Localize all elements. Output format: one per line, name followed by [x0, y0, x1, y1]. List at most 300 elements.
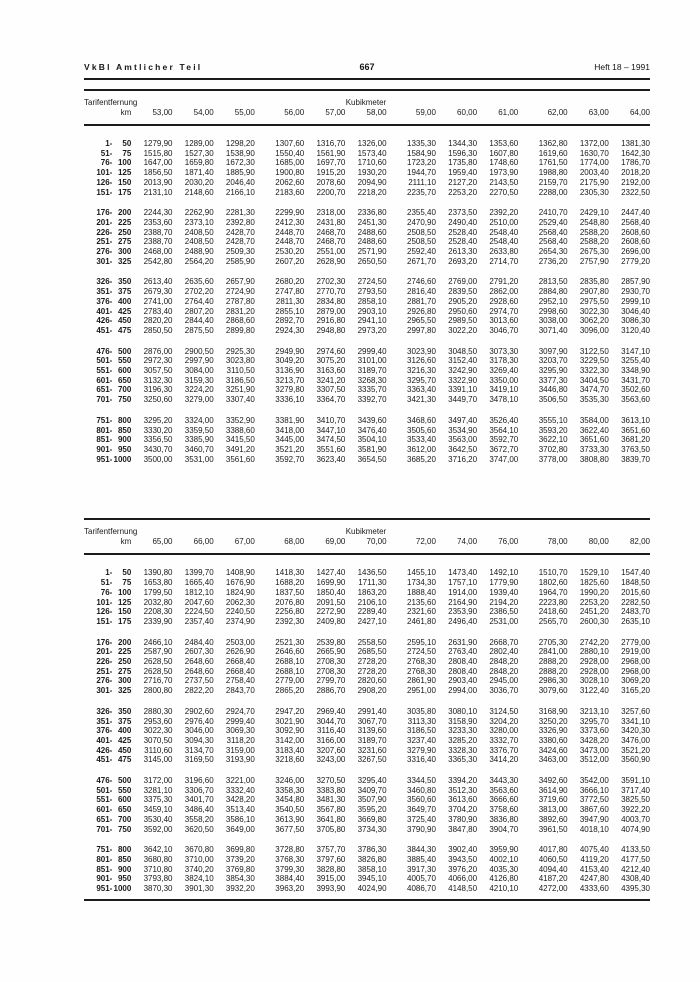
fare-cell: 2208,30: [143, 607, 173, 617]
fare-cell: 1863,20: [357, 587, 387, 597]
km-range-from: 101-: [96, 597, 113, 607]
fare-cell: 3126,60: [407, 356, 436, 366]
fare-cell: 3839,70: [621, 454, 650, 464]
table-header-row-labels: [84, 519, 650, 537]
fare-cell: 3932,20: [225, 884, 255, 894]
km-range: [84, 366, 131, 376]
fare-cell: 1685,00: [275, 158, 305, 168]
fare-cell: 3350,00: [489, 375, 519, 385]
km-range-to: 50: [122, 139, 132, 148]
fare-cell: 2708,30: [316, 666, 346, 676]
km-range: [84, 825, 131, 835]
fare-cell: 3295,90: [538, 366, 568, 376]
fare-cell: 2568,40: [621, 217, 650, 227]
fare-cell: 3165,20: [621, 686, 650, 696]
km-range-from: 1-: [105, 139, 113, 148]
fare-cell: 3377,30: [538, 375, 568, 385]
fare-cell: 1289,00: [184, 139, 214, 148]
table-row: [84, 218, 650, 228]
fare-cell: 3152,40: [448, 356, 478, 366]
fare-cell: 2747,80: [275, 287, 305, 297]
table-row: [84, 795, 650, 805]
fare-cell: 3512,30: [448, 785, 478, 795]
fare-cell: 2355,40: [407, 208, 436, 218]
fare-cell: 3341,10: [621, 716, 650, 726]
tariff-tables-container: [84, 89, 650, 901]
fare-cell: 2808,40: [448, 666, 478, 676]
km-range: [84, 208, 131, 218]
fare-cell: 2802,40: [489, 647, 519, 657]
km-range: [84, 795, 131, 805]
fare-cell: 2431,80: [316, 217, 346, 227]
fare-cell: 4094,40: [538, 864, 568, 874]
fare-cell: 3168,90: [538, 706, 568, 716]
fare-cell: 2975,50: [579, 296, 609, 306]
fare-cell: 3139,60: [357, 726, 387, 736]
fare-cell: 3383,80: [316, 785, 346, 795]
fare-cell: 2282,50: [621, 597, 650, 607]
fare-cell: 3084,00: [184, 366, 214, 376]
fare-cell: 2164,90: [448, 597, 478, 607]
fare-cell: 3363,40: [407, 385, 436, 395]
fare-cell: 3257,60: [621, 706, 650, 716]
fare-cell: 3844,30: [407, 845, 436, 855]
fare-cell: 1510,70: [538, 568, 568, 578]
fare-cell: 1596,30: [448, 148, 478, 158]
fare-cell: 2388,70: [143, 227, 173, 237]
fare-cell: 1915,20: [316, 168, 346, 178]
fare-cell: 2509,30: [225, 247, 255, 257]
fare-cell: 2779,20: [621, 256, 650, 266]
table-row: [84, 568, 650, 578]
fare-cell: 2542,80: [143, 256, 173, 266]
km-range-to: 850: [117, 425, 132, 435]
fare-cell: 2668,40: [225, 666, 255, 676]
fare-cell: 1944,70: [407, 168, 436, 178]
fare-cell: 2742,20: [579, 637, 609, 647]
fare-cell: 3993,90: [316, 884, 346, 894]
fare-cell: 4212,40: [621, 864, 650, 874]
fare-cell: 3048,50: [448, 346, 478, 356]
fare-cell: 2862,00: [489, 287, 519, 297]
fare-cell: 2127,20: [448, 177, 478, 187]
fare-cell: 3642,10: [143, 845, 173, 855]
fare-cell: 1856,50: [143, 168, 173, 178]
km-range-to: 400: [117, 726, 132, 736]
km-range-to: 425: [117, 735, 132, 745]
fare-cell: 1824,90: [225, 587, 255, 597]
fare-cell: 2018,20: [621, 168, 650, 178]
fare-cell: 3702,80: [538, 444, 568, 454]
fare-cell: 2861,90: [407, 676, 436, 686]
table-row: [84, 139, 650, 149]
km-range: [84, 455, 131, 465]
fare-cell: 3445,00: [275, 435, 305, 445]
fare-cell: 3558,20: [184, 814, 214, 824]
fare-cell: 2429,10: [579, 208, 609, 218]
fare-cell: 1914,00: [448, 587, 478, 597]
fare-cell: 2928,00: [579, 666, 609, 676]
group-separator: [84, 627, 650, 638]
table-row: [84, 825, 650, 835]
fare-cell: 2650,50: [357, 256, 387, 266]
fare-cell: 2925,30: [225, 346, 255, 356]
fare-cell: 3491,20: [225, 444, 255, 454]
fare-cell: 3581,90: [357, 444, 387, 454]
fare-cell: 2094,90: [357, 177, 387, 187]
km-range-to: 850: [117, 854, 132, 864]
fare-cell: 1988,80: [538, 168, 568, 178]
fare-cell: 3231,60: [357, 745, 387, 755]
table-row: [84, 736, 650, 746]
km-range-from: 351-: [96, 287, 113, 297]
fare-cell: 2270,50: [489, 187, 519, 197]
fare-cell: 1298,20: [225, 139, 255, 148]
fare-cell: 3328,30: [448, 745, 478, 755]
fare-cell: 2951,00: [407, 686, 436, 696]
fare-cell: 3281,10: [143, 785, 173, 795]
km-range-from: 851-: [96, 864, 113, 874]
fare-cell: 1885,90: [225, 168, 255, 178]
fare-cell: 3649,00: [225, 824, 255, 834]
km-range-from: 601-: [96, 805, 113, 815]
fare-cell: 3563,60: [621, 395, 650, 405]
fare-cell: 3719,60: [538, 795, 568, 805]
header-rule: [84, 78, 650, 80]
km-range: [84, 755, 131, 765]
fare-cell: 3352,90: [225, 415, 255, 425]
km-range-to: 425: [117, 306, 132, 316]
fare-cell: 2253,20: [448, 187, 478, 197]
fare-cell: 2989,50: [448, 316, 478, 326]
table-row: [84, 884, 650, 894]
distance-label: Tarifentfernung: [84, 527, 138, 537]
fare-cell: 2392,30: [275, 616, 305, 626]
fare-cell: 3356,50: [143, 435, 173, 445]
km-range-from: 701-: [96, 395, 113, 405]
fare-cell: 2032,80: [143, 597, 173, 607]
km-range-from: 551-: [96, 366, 113, 376]
fare-cell: 3870,30: [143, 884, 173, 894]
fare-cell: 2908,20: [357, 686, 387, 696]
fare-cell: 2490,40: [448, 217, 478, 227]
fare-cell: 3825,50: [621, 795, 650, 805]
km-range-from: 151-: [96, 616, 113, 626]
fare-cell: 3046,00: [184, 726, 214, 736]
tariff-fare-table: [84, 518, 650, 900]
fare-cell: 3500,00: [143, 454, 173, 464]
table-row: [84, 326, 650, 336]
fare-cell: 3116,40: [317, 726, 346, 736]
fare-cell: 3431,70: [621, 375, 650, 385]
table-row: [84, 188, 650, 198]
fare-cell: 2218,20: [357, 187, 387, 197]
fare-cell: 2289,40: [357, 607, 387, 617]
km-range: [84, 776, 131, 786]
km-range-from: 476-: [96, 776, 113, 786]
fare-cell: 3551,60: [316, 444, 346, 454]
table-body: [84, 554, 650, 899]
table-row: [84, 445, 650, 455]
fare-cell: 4126,80: [489, 874, 519, 884]
fare-cell: 3740,20: [184, 864, 214, 874]
fare-cell: 3295,70: [407, 375, 436, 385]
fare-cell: 1630,70: [579, 148, 609, 158]
fare-cell: 3651,60: [579, 435, 609, 445]
fare-cell: 2244,30: [143, 208, 173, 218]
fare-cell: 4066,00: [448, 874, 478, 884]
km-range-from: 126-: [96, 177, 113, 187]
fare-cell: 2668,40: [225, 657, 255, 667]
fare-cell: 3666,60: [489, 795, 519, 805]
km-range-from: 201-: [96, 647, 113, 657]
fare-cell: 3654,50: [357, 454, 387, 464]
fare-cell: 2972,30: [143, 356, 173, 366]
fare-cell: 3669,80: [357, 814, 387, 824]
fare-cell: 3388,60: [225, 425, 255, 435]
fare-cell: 3564,10: [489, 425, 519, 435]
km-range-to: 200: [117, 637, 132, 647]
fare-cell: 2822,20: [184, 686, 214, 696]
fare-cell: 2657,90: [225, 277, 255, 287]
fare-cell: 3824,10: [184, 874, 214, 884]
fare-cell: 3322,90: [448, 375, 478, 385]
fare-cell: 3193,90: [225, 755, 255, 765]
fare-cell: 3295,20: [143, 415, 173, 425]
km-range-from: 176-: [96, 208, 113, 218]
fare-cell: 2764,40: [184, 296, 214, 306]
fare-cell: 2427,10: [357, 616, 387, 626]
km-range-from: 601-: [96, 375, 113, 385]
table-row: [84, 657, 650, 667]
fare-cell: 3049,20: [275, 356, 305, 366]
fare-cell: 1711,30: [358, 578, 387, 588]
table-row: [84, 815, 650, 825]
table-row: [84, 356, 650, 366]
fare-cell: 2106,10: [357, 597, 387, 607]
fare-cell: 2949,90: [275, 346, 305, 356]
fare-cell: 3854,30: [225, 874, 255, 884]
table-row: [84, 149, 650, 159]
header-filler: [518, 90, 650, 108]
fare-cell: 3189,70: [357, 366, 387, 376]
fare-cell: 3145,00: [143, 755, 173, 765]
fare-cell: 2111,10: [408, 177, 436, 187]
km-range: [84, 356, 131, 366]
fare-cell: 2696,00: [621, 247, 650, 257]
fare-cell: 3797,60: [316, 854, 346, 864]
fare-cell: 3414,20: [489, 755, 519, 765]
fare-cell: 3747,00: [489, 454, 519, 464]
fare-cell: 2548,40: [489, 227, 519, 237]
fare-cell: 2793,50: [357, 287, 387, 297]
km-range-to: 150: [117, 607, 132, 617]
km-range-from: 501-: [96, 785, 113, 795]
fare-cell: 2224,50: [184, 607, 214, 617]
km-range-from: 326-: [96, 706, 113, 716]
fare-cell: 3476,40: [357, 425, 387, 435]
km-range: [84, 376, 131, 386]
km-range: [84, 667, 131, 677]
fare-cell: 3279,80: [275, 385, 305, 395]
fare-cell: 3943,50: [448, 854, 478, 864]
fare-cell: 4086,70: [407, 884, 436, 894]
fare-cell: 2508,50: [407, 227, 436, 237]
fare-cell: 3243,00: [316, 755, 346, 765]
fare-cell: 2724,50: [407, 647, 436, 657]
fare-cell: 2568,40: [538, 237, 568, 247]
fare-cell: 1538,90: [225, 148, 255, 158]
fare-cell: 2223,80: [538, 597, 568, 607]
fare-cell: 2386,50: [489, 607, 519, 617]
km-range: [84, 647, 131, 657]
fare-cell: 4119,20: [580, 854, 609, 864]
fare-cell: 3535,30: [579, 395, 609, 405]
km-range-to: 450: [117, 316, 132, 326]
fare-cell: 2724,90: [225, 287, 255, 297]
km-range: [84, 568, 131, 578]
km-range-from: 51-: [100, 148, 113, 158]
fare-cell: 3593,20: [538, 425, 568, 435]
fare-cell: 3858,10: [357, 864, 387, 874]
tariff-table: [84, 89, 650, 464]
km-range-to: 350: [117, 277, 132, 287]
fare-cell: 3415,50: [225, 435, 255, 445]
fare-cell: 2448,70: [275, 227, 305, 237]
column-header: 80,00: [588, 537, 609, 547]
fare-cell: 2551,00: [316, 247, 346, 257]
fare-cell: 2746,60: [407, 277, 436, 287]
km-range: [84, 435, 131, 445]
fare-cell: 2047,60: [184, 597, 214, 607]
fare-cell: 2880,10: [579, 647, 609, 657]
fare-cell: 2003,40: [579, 168, 609, 178]
fare-cell: 2902,60: [184, 706, 214, 716]
fare-cell: 2770,70: [316, 287, 346, 297]
km-range-to: 350: [117, 706, 132, 716]
fare-cell: 2680,20: [275, 277, 305, 287]
fare-cell: 3079,60: [538, 686, 568, 696]
fare-cell: 2839,50: [448, 287, 478, 297]
km-range: [84, 717, 131, 727]
fare-cell: 1850,40: [316, 587, 346, 597]
fare-cell: 3560,90: [621, 755, 650, 765]
fare-cell: 3204,20: [489, 716, 519, 726]
fare-cell: 3295,40: [357, 776, 387, 786]
km-range: [84, 445, 131, 455]
fare-cell: 3780,90: [448, 814, 478, 824]
km-range-to: 200: [117, 208, 132, 218]
fare-cell: 3142,00: [275, 735, 305, 745]
fare-cell: 3768,30: [275, 854, 305, 864]
fare-cell: 2973,20: [357, 325, 387, 335]
table-row: [84, 455, 650, 465]
fare-cell: 2768,30: [407, 666, 436, 676]
km-range-to: 75: [122, 148, 132, 158]
fare-cell: 3224,20: [184, 385, 214, 395]
fare-cell: 2997,80: [407, 325, 436, 335]
fare-cell: 2608,60: [621, 227, 650, 237]
table-row: [84, 416, 650, 426]
table-row: [84, 588, 650, 598]
km-range-to: 375: [117, 716, 132, 726]
fare-cell: 1362,80: [538, 139, 568, 148]
fare-cell: 3344,50: [407, 776, 436, 786]
fare-cell: 3504,10: [357, 435, 387, 445]
fare-cell: 3476,00: [621, 735, 650, 745]
km-range-from: 176-: [96, 637, 113, 647]
km-range-from: 426-: [96, 745, 113, 755]
fare-cell: 1779,90: [489, 578, 519, 588]
column-header: 78,00: [547, 537, 568, 547]
fare-cell: 3246,00: [275, 776, 305, 786]
fare-cell: 1279,90: [143, 139, 173, 148]
table-row: [84, 287, 650, 297]
km-range: [84, 297, 131, 307]
km-range: [84, 158, 131, 168]
fare-cell: 2976,40: [184, 716, 214, 726]
column-header: 62,00: [547, 108, 568, 117]
km-range-from: 301-: [96, 686, 113, 696]
fare-cell: 3022,30: [579, 306, 609, 316]
fare-cell: 3922,20: [621, 805, 650, 815]
fare-cell: 2716,70: [143, 676, 173, 686]
km-range-from: 426-: [96, 316, 113, 326]
fare-cell: 2888,20: [538, 657, 568, 667]
fare-cell: 4005,70: [407, 874, 436, 884]
fare-cell: 2062,60: [275, 177, 305, 187]
fare-cell: 3976,20: [448, 864, 478, 874]
fare-cell: 3542,00: [579, 776, 609, 786]
fare-cell: 2548,80: [579, 217, 609, 227]
km-range-from: 1-: [105, 568, 113, 578]
km-range-to: 950: [117, 874, 132, 884]
fare-cell: 3486,40: [184, 805, 214, 815]
table-row: [84, 746, 650, 756]
fare-cell: 3255,40: [621, 356, 650, 366]
fare-cell: 2769,00: [448, 277, 478, 287]
fare-cell: 3057,50: [143, 366, 173, 376]
fare-cell: 1802,60: [538, 578, 568, 588]
fare-cell: 4153,40: [579, 864, 609, 874]
fare-cell: 1418,30: [275, 568, 305, 578]
fare-cell: 3418,00: [275, 425, 305, 435]
km-range-from: 476-: [96, 346, 113, 356]
km-range-from: 901-: [96, 444, 113, 454]
fare-cell: 2791,20: [489, 277, 519, 287]
fare-cell: 3506,50: [538, 395, 568, 405]
fare-cell: 2488,60: [357, 227, 387, 237]
table-header-row-columns: [84, 537, 650, 554]
fare-cell: 3071,40: [538, 325, 568, 335]
fare-cell: 3080,10: [448, 706, 478, 716]
fare-cell: 1335,30: [407, 139, 436, 148]
fare-cell: 2528,40: [448, 227, 478, 237]
fare-cell: 2564,20: [184, 256, 214, 266]
column-header: 61,00: [498, 108, 519, 117]
fare-cell: 2510,00: [489, 217, 519, 227]
fare-cell: 1812,10: [184, 587, 214, 597]
fare-cell: 3622,40: [579, 425, 609, 435]
km-range: [84, 307, 131, 317]
km-range: [84, 845, 131, 855]
km-range-to: 475: [117, 325, 132, 335]
fare-cell: 3793,80: [143, 874, 173, 884]
column-header: 56,00: [284, 108, 305, 117]
fare-cell: 3075,20: [316, 356, 346, 366]
km-range-from: 751-: [96, 845, 113, 855]
km-range-from: 551-: [96, 795, 113, 805]
